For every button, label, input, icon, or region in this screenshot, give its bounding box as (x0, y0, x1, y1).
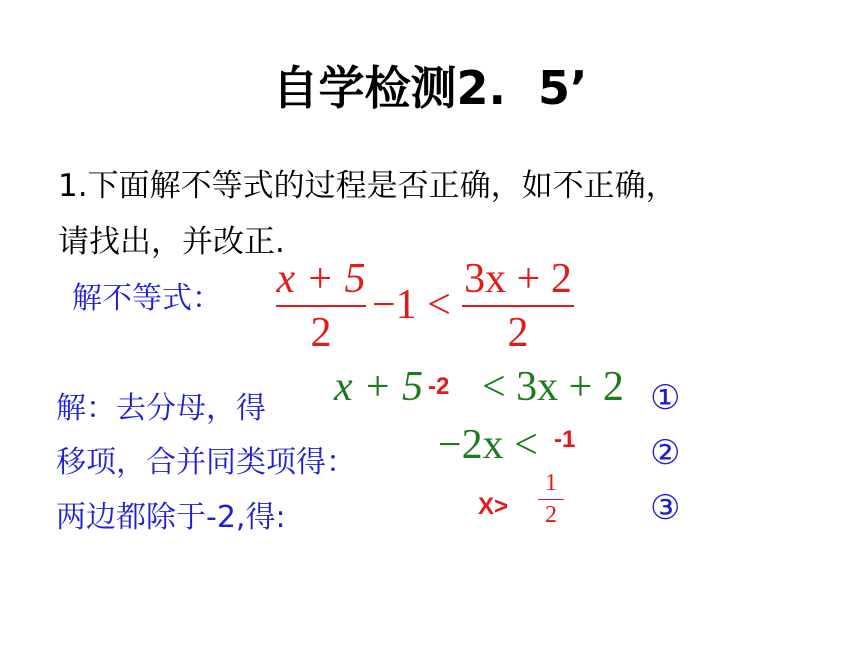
step3-fraction-bar (538, 499, 564, 500)
step1-label: 解：去分母，得 (56, 391, 266, 426)
step1-expr-a: x + 5 (334, 364, 423, 410)
lhs-fraction-bar (276, 305, 366, 307)
step2-expr: −2x < (438, 422, 538, 468)
step1-marker: ① (650, 378, 681, 418)
question-line-1: 1.下面解不等式的过程是否正确，如不正确， (58, 168, 677, 204)
lhs-fraction (276, 255, 366, 357)
problem-label: 解不等式： (72, 281, 222, 316)
rhs-numerator: 3x + 2 (464, 256, 572, 302)
step3-numerator: 1 (545, 470, 557, 496)
rhs-fraction-bar (462, 305, 574, 307)
step1-expr-b: < 3x + 2 (482, 364, 624, 410)
rhs-fraction (462, 255, 574, 357)
step3-fraction (538, 470, 564, 529)
step3-label: 两边都除于-2,得: (56, 500, 286, 535)
step3-insert: X> (478, 493, 509, 520)
lhs-denominator: 2 (310, 310, 332, 356)
lhs-numerator: x + 5 (276, 256, 366, 302)
problem-middle: −1 < (372, 282, 451, 328)
question-line-2: 请找出，并改正. (58, 224, 285, 260)
page-title: 自学检测2. 5’ (272, 61, 588, 115)
step1-insert: -2 (428, 373, 450, 400)
step2-insert: -1 (554, 426, 576, 453)
step2-label: 移项，合并同类项得： (56, 445, 356, 480)
step2-marker: ② (650, 433, 681, 473)
rhs-denominator: 2 (507, 310, 529, 356)
step3-denominator: 2 (545, 502, 557, 528)
step3-marker: ③ (650, 488, 681, 528)
